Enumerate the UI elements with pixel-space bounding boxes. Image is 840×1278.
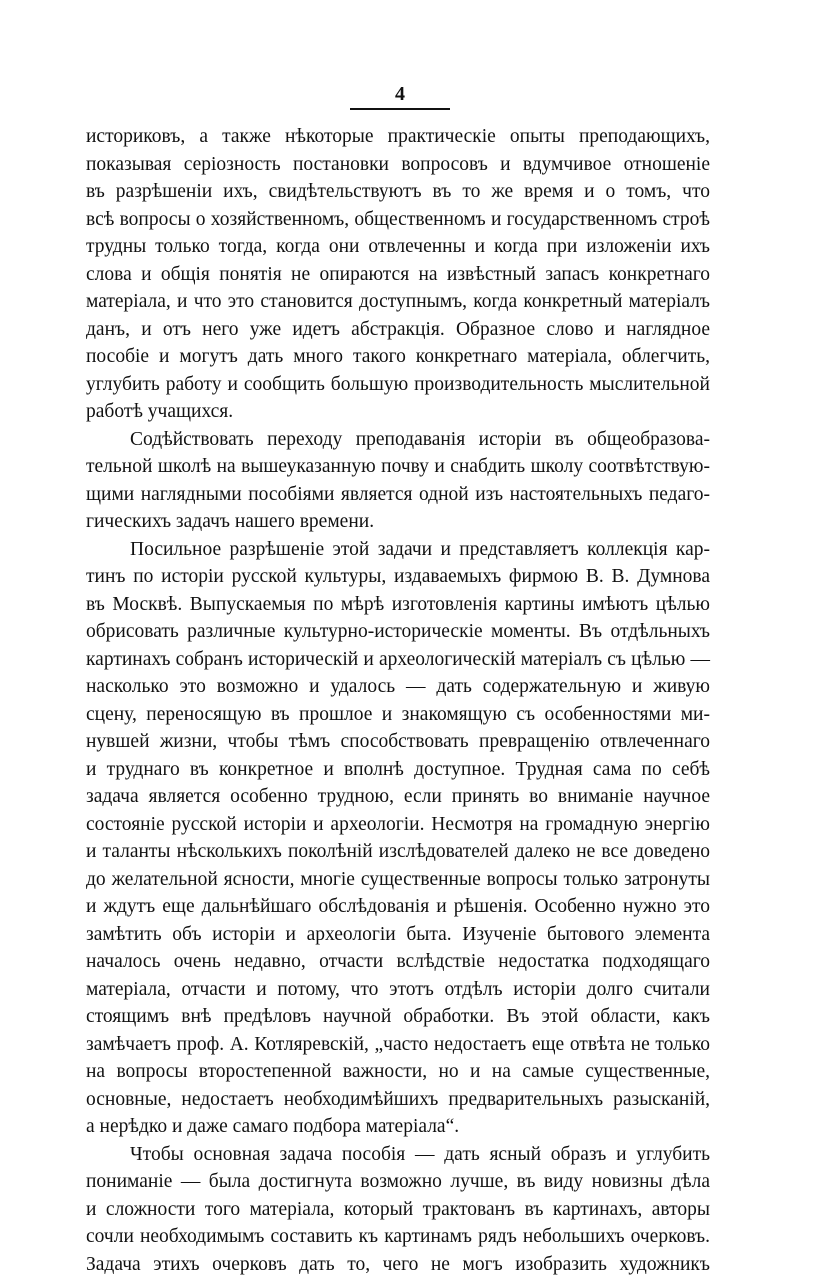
text-line: показывая серіозность постановки вопросовъ и вдумчивое отношеніе <box>86 151 710 179</box>
text-line: Содѣйствовать переходу преподаванія исторіи въ общеобразова- <box>86 426 710 454</box>
text-line: Задача этихъ очерковъ дать то, чего не могъ изобразить художникъ <box>86 1251 710 1278</box>
text-line: и сложности того матеріала, который трактованъ въ картинахъ, авторы <box>86 1196 710 1224</box>
paragraph-1 <box>86 123 710 426</box>
text-line: состояніе русской исторіи и археологіи. Несмотря на громадную энергію <box>86 811 710 839</box>
page-number: 4 <box>350 82 450 106</box>
text-line: сцену, переносящую въ прошлое и знакомящую съ особенностями ми- <box>86 701 710 729</box>
text-line: и ждутъ еще дальнѣйшаго обслѣдованія и рѣшенія. Особенно нужно это <box>86 893 710 921</box>
page-header <box>350 82 450 110</box>
text-line: гическихъ задачъ нашего времени. <box>86 508 710 536</box>
paragraph-2 <box>86 426 710 536</box>
text-line: сочли необходимымъ составить къ картинамъ рядъ небольшихъ очерковъ. <box>86 1223 710 1251</box>
text-line: замѣтить объ исторіи и археологіи быта. Изученіе бытового элемента <box>86 921 710 949</box>
text-line: тельной школѣ на вышеуказанную почву и снабдить школу соотвѣтствую- <box>86 453 710 481</box>
text-line: всѣ вопросы о хозяйственномъ, общественномъ и государственномъ строѣ <box>86 206 710 234</box>
text-line: замѣчаетъ проф. А. Котляревскій, „часто недостаетъ еще отвѣта не только <box>86 1031 710 1059</box>
text-line: насколько это возможно и удалось — дать содержательную и живую <box>86 673 710 701</box>
text-line: Посильное разрѣшеніе этой задачи и представляетъ коллекція кар- <box>86 536 710 564</box>
text-line: и труднаго въ конкретное и вполнѣ доступное. Трудная сама по себѣ <box>86 756 710 784</box>
text-line: историковъ, а также нѣкоторые практическіе опыты преподающихъ, <box>86 123 710 151</box>
text-line: началось очень недавно, отчасти вслѣдствіе недостатка подходящаго <box>86 948 710 976</box>
paragraph-3 <box>86 536 710 1141</box>
text-line: стоящимъ внѣ предѣловъ научной обработки. Въ этой области, какъ <box>86 1003 710 1031</box>
page-body <box>86 123 710 1278</box>
text-line: въ Москвѣ. Выпускаемыя по мѣрѣ изготовленія картины имѣютъ цѣлью <box>86 591 710 619</box>
text-line: задача является особенно трудною, если принять во вниманіе научное <box>86 783 710 811</box>
text-line: матеріала, и что это становится доступнымъ, когда конкретный матеріалъ <box>86 288 710 316</box>
header-rule <box>350 108 450 110</box>
text-line: пособіе и могутъ дать много такого конкретнаго матеріала, облегчить, <box>86 343 710 371</box>
text-line: трудны только тогда, когда они отвлеченны и когда при изложеніи ихъ <box>86 233 710 261</box>
text-line: картинахъ собранъ историческій и археологическій матеріалъ съ цѣлью — <box>86 646 710 674</box>
text-line: пониманіе — была достигнута возможно лучше, въ виду новизны дѣла <box>86 1168 710 1196</box>
text-line: до желательной ясности, многіе существенные вопросы только затронуты <box>86 866 710 894</box>
text-line: обрисовать различные культурно-историческіе моменты. Въ отдѣльныхъ <box>86 618 710 646</box>
text-line: на вопросы второстепенной важности, но и на самые существенные, <box>86 1058 710 1086</box>
text-line: матеріала, отчасти и потому, что этотъ отдѣлъ исторіи долго считали <box>86 976 710 1004</box>
text-line: нувшей жизни, чтобы тѣмъ способствовать превращенію отвлеченнаго <box>86 728 710 756</box>
text-line: Чтобы основная задача пособія — дать ясный образъ и углубить <box>86 1141 710 1169</box>
text-line: данъ, и отъ него уже идетъ абстракція. Образное слово и наглядное <box>86 316 710 344</box>
text-line: слова и общія понятія не опираются на извѣстный запасъ конкретнаго <box>86 261 710 289</box>
text-line: въ разрѣшеніи ихъ, свидѣтельствуютъ въ то же время и о томъ, что <box>86 178 710 206</box>
text-line: тинъ по исторіи русской культуры, издаваемыхъ фирмою В. В. Думнова <box>86 563 710 591</box>
text-line: щими наглядными пособіями является одной изъ настоятельныхъ педаго- <box>86 481 710 509</box>
text-line: основные, недостаетъ необходимѣйшихъ предварительныхъ разысканій, <box>86 1086 710 1114</box>
text-line: и таланты нѣсколькихъ поколѣній изслѣдователей далеко не все доведено <box>86 838 710 866</box>
text-line: работѣ учащихся. <box>86 398 710 426</box>
text-line: а нерѣдко и даже самаго подбора матеріала“. <box>86 1113 710 1141</box>
paragraph-4 <box>86 1141 710 1278</box>
text-line: углубить работу и сообщить большую производительность мыслительной <box>86 371 710 399</box>
